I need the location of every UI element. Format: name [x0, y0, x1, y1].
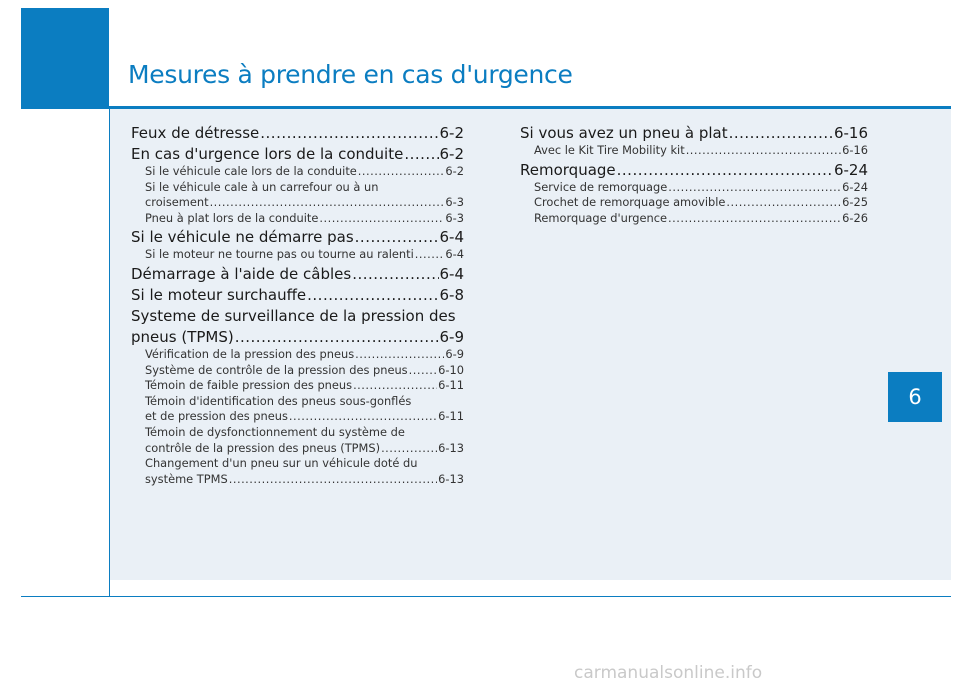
dot-leader: [260, 124, 438, 143]
toc-entry-label: Si le moteur surchauffe: [131, 285, 307, 304]
toc-entry-label: Si vous avez un pneu à plat: [520, 124, 728, 142]
dot-leader: [355, 228, 439, 247]
toc-entry[interactable]: [131, 228, 464, 247]
dot-leader: [210, 195, 445, 211]
toc-subentry[interactable]: [131, 456, 464, 472]
dot-leader: [235, 328, 439, 347]
dot-leader: [229, 472, 437, 488]
toc-page-number: 6-9: [439, 327, 464, 346]
bottom-rule: [21, 596, 951, 597]
toc-subentry[interactable]: [131, 347, 464, 363]
toc-entry[interactable]: [520, 161, 868, 180]
toc-entry-label: En cas d'urgence lors de la conduite: [131, 145, 404, 163]
chapter-tab[interactable]: 6: [888, 372, 942, 422]
toc-entry[interactable]: [520, 124, 868, 143]
toc-subentry[interactable]: [131, 378, 464, 394]
toc-page-number: 6-24: [842, 179, 868, 194]
toc-page-number: 6-3: [445, 210, 464, 225]
toc-page-number: 6-11: [438, 378, 464, 393]
toc-entry-label: Vérification de la pression des pneus: [145, 346, 355, 361]
dot-leader: [415, 247, 445, 263]
toc-subentry[interactable]: [131, 164, 464, 180]
toc-subentry[interactable]: [131, 211, 464, 227]
dot-leader: [729, 124, 833, 143]
dot-leader: [726, 195, 841, 211]
toc-page-number: 6-2: [439, 124, 464, 142]
toc-entry-label: Feux de détresse: [131, 124, 260, 142]
toc-subentry[interactable]: [520, 211, 868, 227]
toc-entry-label: Si le véhicule cale à un carrefour ou à un: [145, 179, 379, 194]
toc-page-number: 6-2: [439, 145, 464, 163]
toc-entry-label: Si le moteur ne tourne pas ou tourne au ralenti: [145, 247, 414, 262]
dot-leader: [355, 347, 444, 363]
toc-entry-label: Service de remorquage: [534, 179, 668, 194]
page-title: Mesures à prendre en cas d'urgence: [128, 60, 573, 89]
toc-entry-label: Si le véhicule ne démarre pas: [131, 228, 354, 247]
toc-page-number: 6-16: [842, 143, 868, 157]
dot-leader: [668, 211, 841, 227]
toc-entry-label: pneus (TPMS): [131, 327, 234, 346]
toc-column-right: [520, 122, 868, 226]
dot-leader: [307, 286, 438, 305]
toc-entry-label: système TPMS: [145, 471, 228, 486]
dot-leader: [352, 265, 438, 284]
toc-entry-label: Avec le Kit Tire Mobility kit: [534, 143, 685, 157]
toc-subentry[interactable]: [131, 363, 464, 379]
toc-page-number: 6-13: [438, 440, 464, 455]
toc-entry-label: Témoin d'identification des pneus sous-gonflés: [145, 393, 412, 408]
toc-subentry[interactable]: [131, 425, 464, 441]
toc-entry-label: Remorquage d'urgence: [534, 210, 668, 225]
toc-subentry[interactable]: [131, 180, 464, 196]
toc-page-number: 6-8: [439, 285, 464, 304]
toc-page-number: 6-4: [439, 228, 464, 247]
header-color-block: [21, 8, 109, 109]
toc-subentry[interactable]: [131, 441, 464, 457]
toc-entry-label: Remorquage: [520, 160, 616, 179]
margin-line: [109, 109, 110, 597]
toc-page-number: 6-3: [445, 195, 464, 210]
toc-subentry[interactable]: [131, 472, 464, 488]
toc-entry[interactable]: [131, 286, 464, 305]
toc-entry-label: Système de contrôle de la pression des pneus: [145, 362, 408, 377]
toc-entry-label: Si le véhicule cale lors de la conduite: [145, 164, 357, 178]
dot-leader: [319, 211, 444, 227]
toc-subentry[interactable]: [520, 180, 868, 196]
dot-leader: [358, 164, 445, 180]
toc-entry-label: et de pression des pneus: [145, 409, 288, 424]
toc-page-number: 6-25: [842, 195, 868, 210]
toc-page-number: 6-13: [438, 471, 464, 486]
toc-subentry[interactable]: [131, 409, 464, 425]
toc-entry-label: Systeme de surveillance de la pression des: [131, 306, 456, 325]
toc-page-number: 6-2: [445, 164, 464, 178]
toc-subentry[interactable]: [131, 195, 464, 211]
dot-leader: [353, 378, 437, 394]
toc-page-number: 6-9: [445, 346, 464, 361]
toc-page-number: 6-11: [438, 409, 464, 424]
toc-subentry[interactable]: [520, 143, 868, 159]
dot-leader: [289, 409, 437, 425]
toc-page-number: 6-10: [438, 362, 464, 377]
toc-entry-label: Démarrage à l'aide de câbles: [131, 264, 352, 283]
toc-column-left: [131, 122, 464, 487]
toc-page-number: 6-26: [842, 210, 868, 225]
dot-leader: [686, 143, 841, 159]
toc-page-number: 6-4: [445, 247, 464, 262]
toc-subentry[interactable]: [520, 195, 868, 211]
toc-entry-label: contrôle de la pression des pneus (TPMS): [145, 440, 381, 455]
toc-entry[interactable]: [131, 145, 464, 164]
toc-entry-label: Témoin de dysfonctionnement du système de: [145, 424, 405, 439]
dot-leader: [409, 363, 438, 379]
toc-entry[interactable]: [131, 265, 464, 284]
toc-entry-label: Changement d'un pneu sur un véhicule doté du: [145, 456, 418, 471]
toc-page-number: 6-4: [439, 264, 464, 283]
dot-leader: [617, 161, 833, 180]
toc-entry-label: Crochet de remorquage amovible: [534, 195, 726, 210]
toc-subentry[interactable]: [131, 394, 464, 410]
toc-subentry[interactable]: [131, 247, 464, 263]
watermark-text: carmanualsonline.info: [574, 663, 763, 683]
toc-entry[interactable]: [131, 328, 464, 347]
dot-leader: [668, 180, 841, 196]
toc-entry-label: croisement: [145, 195, 209, 210]
toc-entry-label: Témoin de faible pression des pneus: [145, 378, 353, 393]
toc-entry-label: Pneu à plat lors de la conduite: [145, 210, 319, 225]
toc-page-number: 6-24: [833, 160, 868, 179]
toc-entry[interactable]: [131, 307, 464, 326]
toc-page-number: 6-16: [833, 124, 868, 142]
dot-leader: [404, 145, 438, 164]
dot-leader: [381, 441, 437, 457]
toc-entry[interactable]: [131, 124, 464, 143]
